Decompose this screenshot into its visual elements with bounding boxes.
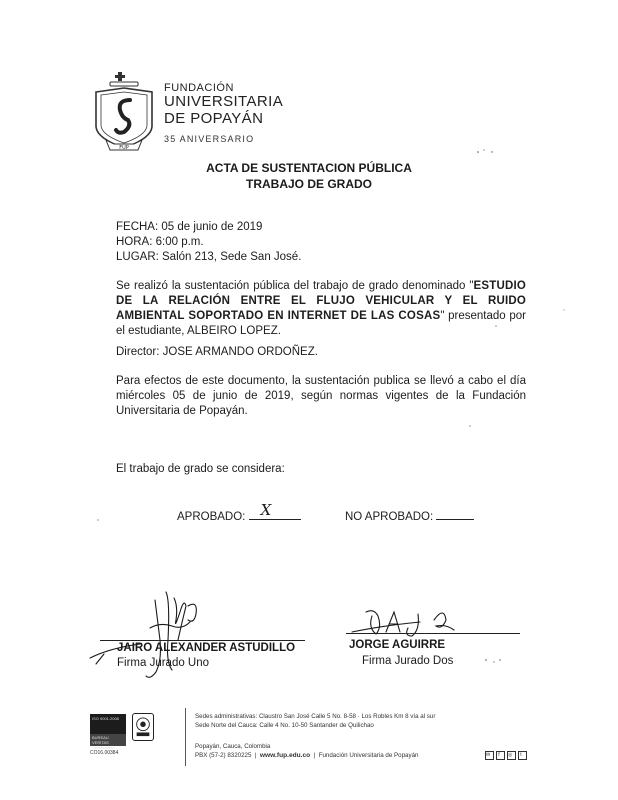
footer-contact-line: PBX (57-2) 8320225 | www.fup.edu.co | Fundación Universitaria de Popayán bbox=[195, 752, 419, 759]
document-subtitle: TRABAJO DE GRADO bbox=[245, 177, 372, 191]
juror-1-role: Firma Jurado Uno bbox=[117, 657, 210, 669]
logo-line-3: DE POPAYÁN bbox=[164, 110, 264, 128]
iso-badge-text: ISO 9001:2008 bbox=[92, 716, 119, 721]
logo-line-1: FUNDACIÓN bbox=[164, 82, 234, 94]
juror-2-name: JORGE AGUIRRE bbox=[349, 639, 446, 651]
director-line: Director: JOSE ARMANDO ORDOÑEZ. bbox=[116, 346, 318, 358]
event-paragraph: Para efectos de este documento, la sustentación publica se llevó a cabo el día miércoles 05 de junio de 2019, según normas vigentes de la Fundación Universitaria de Popayán. bbox=[116, 375, 526, 417]
footer-north-address: Sede Norte del Cauca: Calle 4 No. 10-50 Santander de Quilichao bbox=[195, 722, 374, 729]
juror-1-name: JAIRO ALEXANDER ASTUDILLO bbox=[117, 642, 296, 654]
email-icon[interactable]: ✉ bbox=[486, 752, 494, 758]
logo-line-2: UNIVERSITARIA bbox=[164, 93, 284, 111]
approved-mark: X bbox=[260, 501, 272, 519]
paragraph-outro: " presentado por el estudiante, ALBEIRO LOPEZ. bbox=[116, 310, 526, 337]
date-line: FECHA: 05 de junio de 2019 bbox=[116, 221, 263, 233]
document-title: ACTA DE SUSTENTACION PÚBLICA bbox=[206, 161, 412, 175]
juror-2-role: Firma Jurado Dos bbox=[362, 655, 454, 667]
footer-website-link[interactable]: www.fup.edu.co bbox=[259, 752, 311, 759]
bureau-badge-text: BUREAU VERITAS Certification bbox=[92, 735, 114, 750]
instagram-icon[interactable]: ◎ bbox=[508, 752, 516, 758]
verdict-intro: El trabajo de grado se considera: bbox=[116, 463, 285, 475]
thesis-title: ESTUDIO DE LA RELACIÓN ENTRE EL FLUJO VEHICULAR Y EL RUIDO AMBIENTAL SOPORTADO EN INTERNET DE LAS COSAS bbox=[116, 280, 526, 322]
twitter-icon[interactable]: t bbox=[518, 751, 527, 760]
logo-line-4: 35 ANIVERSARIO bbox=[164, 133, 255, 144]
logo-ribbon-text: FUP bbox=[119, 145, 129, 151]
facebook-icon[interactable]: f bbox=[496, 751, 505, 760]
approved-label: APROBADO: bbox=[177, 511, 246, 523]
paragraph-intro: Se realizó la sustentación pública del trabajo de grado denominado " bbox=[116, 280, 474, 292]
time-line: HORA: 6:00 p.m. bbox=[116, 236, 204, 248]
certification-code: CO16.00384 bbox=[90, 750, 119, 756]
place-line: LUGAR: Salón 213, Sede San José. bbox=[116, 251, 302, 263]
footer-org-name: Fundación Universitaria de Popayán bbox=[318, 752, 419, 759]
footer-city: Popayán, Cauca, Colombia bbox=[195, 743, 271, 750]
footer-pbx: PBX (57-2) 8320225 bbox=[195, 752, 252, 759]
not-approved-label: NO APROBADO: bbox=[345, 511, 434, 523]
footer-admin-address: Sedes administrativas: Claustro San José Calle 5 No. 8-58 · Los Robles Km 8 vía al sur bbox=[195, 713, 436, 720]
